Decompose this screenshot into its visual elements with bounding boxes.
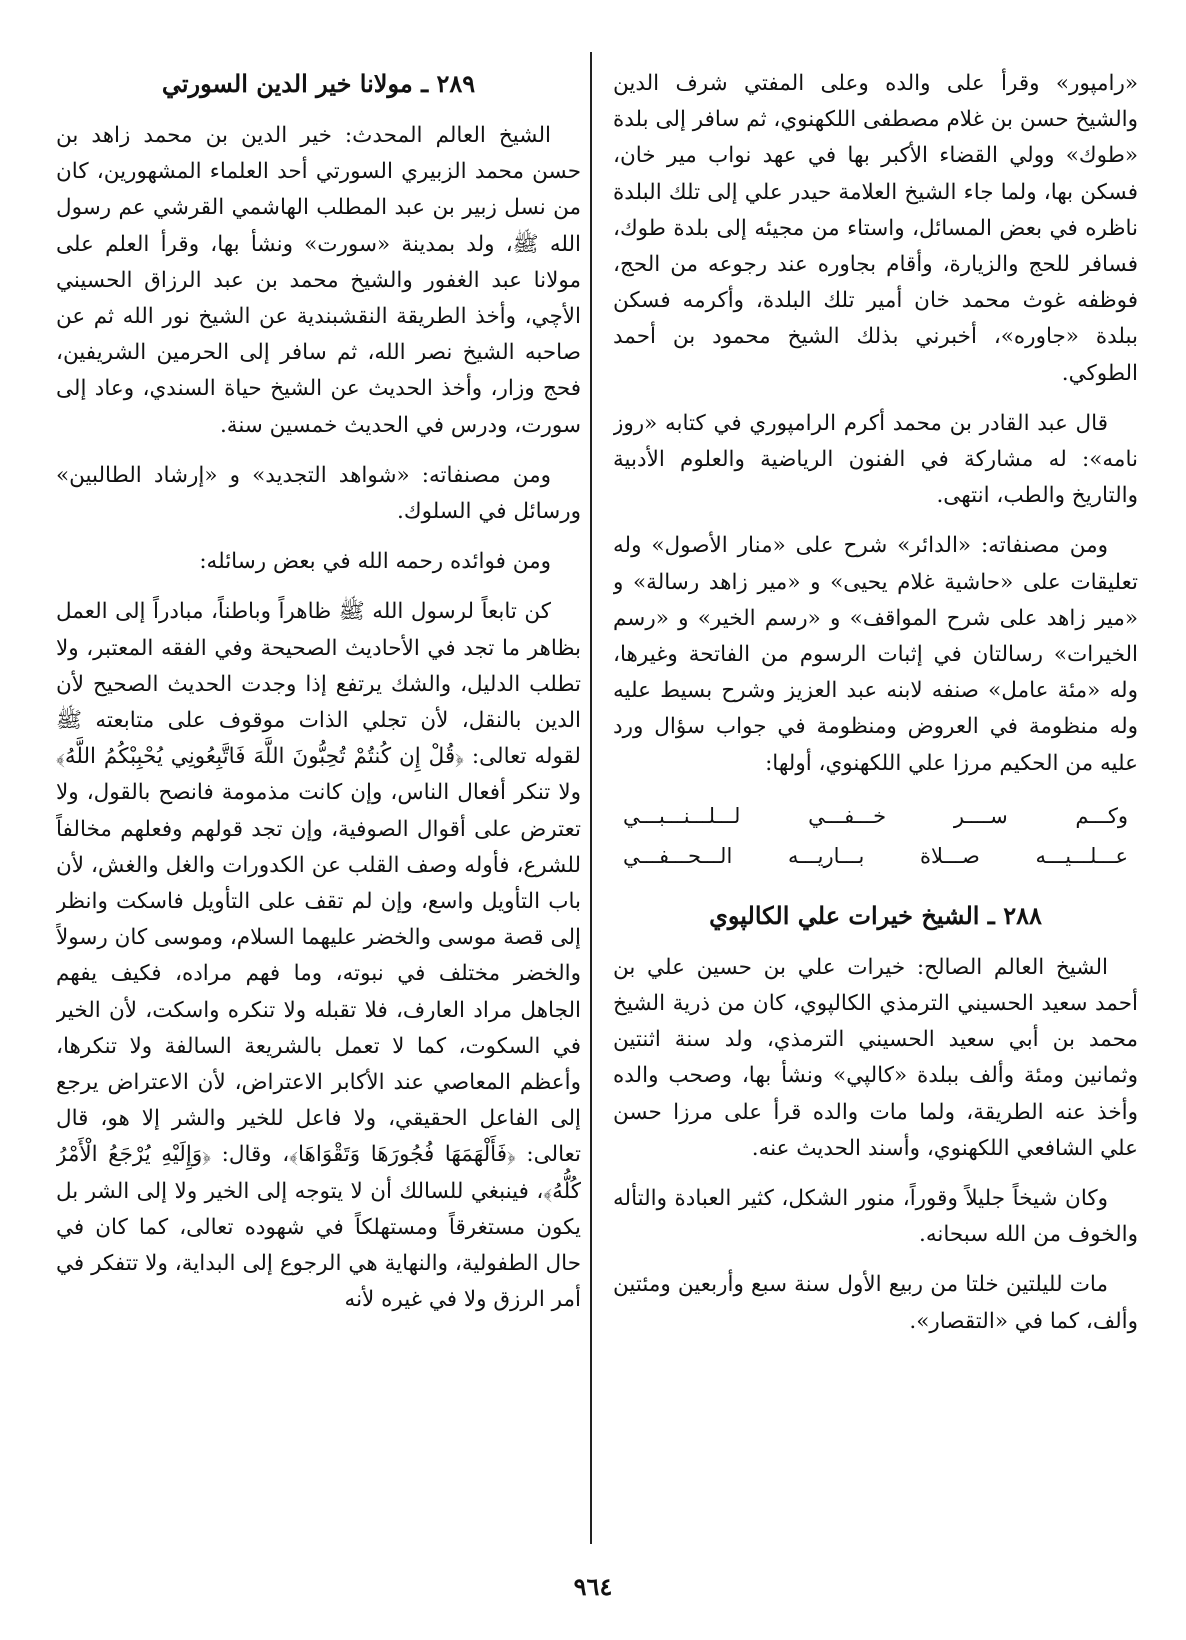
poem-word: صـــلاة [920,843,980,868]
poem-line-1 [613,796,1138,836]
paragraph: قال عبد القادر بن محمد أكرم الرامپوري في كتابه «روز نامه»: له مشاركة في الفنون الرياضية والعلوم الأدبية والتاريخ والطب، انتهى. [613,410,1138,509]
paragraph: الشيخ العالم المحدث: خير الدين بن محمد زاهد بن حسن محمد الزبيري السورتي أحد العلماء المشهورين، كان من نسل زبير بن عبد المطلب الهاشمي القرشي عم رسول الله ﷺ، ولد بمدينة «سورت» ونشأ بها، وقرأ العلم على مولانا عبد الغفور والشيخ محمد بن عبد الرزاق الحسيني الأچي، وأخذ الطريقة النقشبندية عن الشيخ نور الله ثم عن صاحبه الشيخ نصر الله، ثم سافر إلى الحرمين الشريفين، فحج وزار، وأخذ الحديث عن الشيخ حياة السندي، وعاد إلى سورت، ودرس في الحديث خمسين سنة. [56,123,581,438]
poem-word: لـــلـــنـــبـــي [623,803,741,828]
entry-heading-288: ٢٨٨ ـ الشيخ خيرات علي الكالپوي [709,900,1042,930]
column-divider [590,52,592,1544]
poem-word: عـــلـــيـــه [1035,843,1128,868]
poem-word: الـــحـــفـــي [623,843,733,868]
paragraph: مات لليلتين خلتا من ربيع الأول سنة سبع وأربعين ومئتين وألف، كما في «التقصار». [613,1272,1138,1334]
entry-heading-289: ٢٨٩ ـ مولانا خير الدين السورتي [161,69,476,98]
paragraph: ومن فوائده رحمه الله في بعض رسائله: [199,549,551,575]
left-column [56,66,581,1536]
poem-word: خـــفـــي [808,803,887,828]
page-number: ٩٦٤ [573,1572,613,1601]
paragraph: وكان شيخاً جليلاً وقوراً، منور الشكل، كثير العبادة والتأله والخوف من الله سبحانه. [613,1186,1138,1248]
paragraph: الشيخ العالم الصالح: خيرات علي بن حسين علي بن أحمد سعيد الحسيني الترمذي الكالپوي، كان من ذرية الشيخ محمد بن أبي سعيد الحسيني الترمذي، ولد سنة اثنتين وثمانين ومئة وألف ببلدة «كالپي» ونشأ بها، وصحب والده وأخذ عنه الطريقة، ولما مات والده قرأ على مرزا حسن علي الشافعي اللكهنوي، وأسند الحديث عنه. [613,954,1138,1161]
poem-word: وكـــم [1075,803,1128,828]
right-column [613,66,1138,1536]
paragraph: ومن مصنفاته: «الدائر» شرح على «منار الأصول» وله تعليقات على «حاشية غلام يحيى» و «مير زاهد رسالة» و «مير زاهد على شرح المواقف» و «رسم الخير» و «رسم الخيرات» رسالتان في إثبات الرسوم من الفاتحة وغيرها، وله «مئة عامل» صنفه لابنه عبد العزيز وشرح بسيط عليه وله منظومة في العروض ومنظومة في جواب سؤال ورد عليه من الحكيم مرزا علي اللكهنوي، أولها: [613,533,1138,776]
paragraph: «رامپور» وقرأ على والده وعلى المفتي شرف الدين والشيخ حسن بن غلام مصطفى اللكهنوي، ثم سافر إلى بلدة «طوك» وولي القضاء الأكبر بها في عهد نواب مير خان، فسكن بها، ولما جاء الشيخ العلامة حيدر علي إلى تلك البلدة ناظره في بعض المسائل، واستاء من مجيئه إلى بلدة طوك، فسافر للحج والزيارة، وأقام بجاوره عند رجوعه من الحج، فوظفه غوث محمد خان أمير تلك البلدة، وأكرمه فسكن ببلدة «جاوره»، أخبرني بذلك الشيخ محمود بن أحمد الطوكي. [613,71,1138,386]
poem-line-2 [613,836,1138,876]
poem-word: ســــر [953,803,1008,828]
paragraph: كن تابعاً لرسول الله ﷺ ظاهراً وباطناً، مبادراً إلى العمل بظاهر ما تجد في الأحاديث الصحيحة وفي الفقه المعتبر، ولا تطلب الدليل، والشك يرتفع إذا وجدت الحديث الصحيح لأن الدين بالنقل، لأن تجلي الذات موقوف على متابعته ﷺ لقوله تعالى: ﴿قُلْ إِن كُنتُمْ تُحِبُّونَ اللَّهَ فَاتَّبِعُونِي يُحْبِبْكُمُ اللَّهُ﴾ ولا تنكر أفعال الناس، وإن كانت مذمومة فانصح بالقول، ولا تعترض على أقوال الصوفية، وإن تجد قولهم وفعلهم مخالفاً للشرع، فأوله وصف القلب عن الكدورات والغل والغش، لأن باب التأويل واسع، وإن لم تقف على التأويل فاسكت وانظر إلى قصة موسى والخضر عليهما السلام، وموسى كان رسولاً والخضر مختلف في نبوته، وما فهم مراده، فكيف يفهم الجاهل مراد العارف، فلا تقبله ولا تنكره واسكت، لأن الخير في السكوت، كما لا تعمل بالشريعة السالفة ولا تنكرها، وأعظم المعاصي عند الأكابر الاعتراض، لأن الاعتراض يرجع إلى الفاعل الحقيقي، ولا فاعل للخير والشر إلا هو، قال تعالى: ﴿فَأَلْهَمَهَا فُجُورَهَا وَتَقْوَاهَا﴾، وقال: ﴿وَإِلَيْهِ يُرْجَعُ الْأَمْرُ كُلُّهُ﴾، فينبغي للسالك أن لا يتوجه إلى الخير ولا إلى الشر بل يكون مستغرقاً ومستهلكاً في شهوده تعالى، كما كان في حال الطفولية، والنهاية هي الرجوع إلى البداية، ولا تتفكر في أمر الرزق ولا في غيره لأنه [56,599,581,1313]
poem [613,796,1138,876]
poem-word: بـــاريـــه [787,843,865,868]
paragraph: ومن مصنفاته: «شواهد التجديد» و «إرشاد الطالبين» ورسائل في السلوك. [56,462,581,525]
